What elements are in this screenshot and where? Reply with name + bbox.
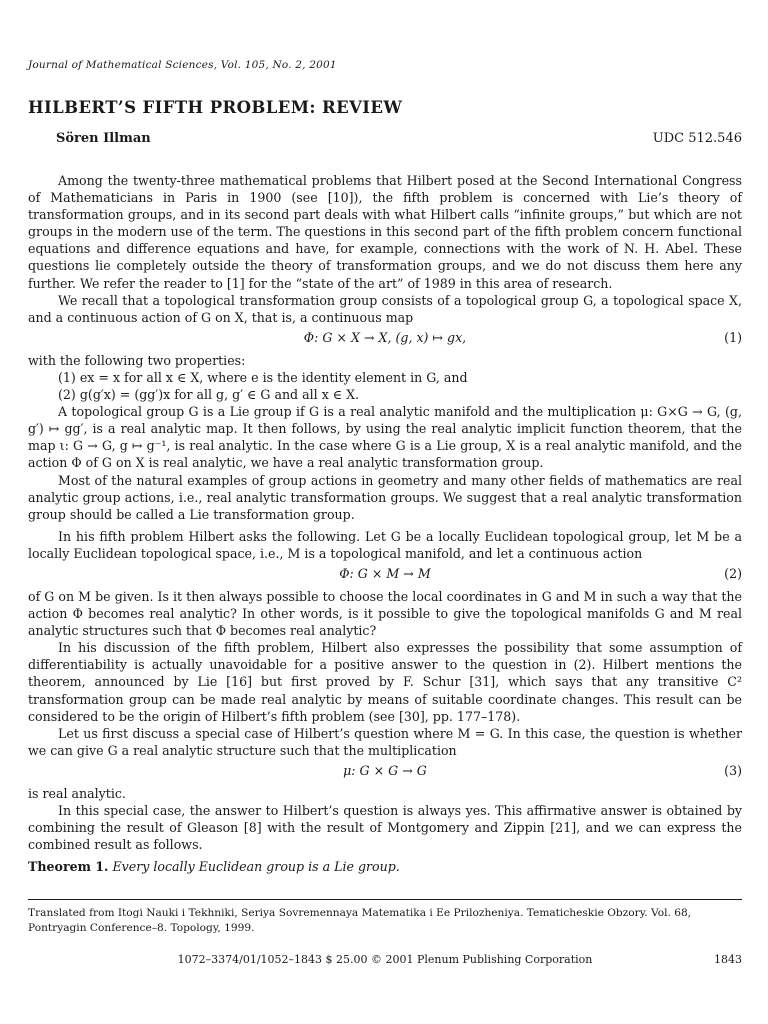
equation-3: [28, 761, 742, 783]
list-item: (2) g(g′x) = (gg′)x for all g, g′ ∈ G and all x ∈ X.: [58, 387, 360, 403]
paper-page: [28, 0, 742, 1024]
paragraph: In this special case, the answer to Hilbert’s question is always yes. This affirmative answer is obtained by combining the result of Gleason [8] with the result of Montgomery and Zippin [21], and we can express the combined result as follows.: [28, 803, 742, 853]
paragraph: is real analytic.: [28, 785, 126, 801]
equation-body: μ: G × G → G: [343, 762, 427, 778]
publisher-line: 1072–3374/01/1052–1843 $ 25.00 © 2001 Plenum Publishing Corporation: [177, 953, 593, 966]
translation-footnote: Translated from Itogi Nauki i Tekhniki, Seriya Sovremennaya Matematika i Ee Prilozheniya. Tematicheskie Obzory. Vol. 68, Pontryagin Conference–8. Topology, 1999.: [28, 907, 692, 934]
equation-body: Φ: G × M → M: [339, 565, 431, 581]
paragraph: Among the twenty-three mathematical problems that Hilbert posed at the Second International Congress of Mathematicians in Paris in 1900 (see [10]), the fifth problem is concerned with Lie’s theory of transformation groups, and in its second part deals with what Hilbert calls “infinite groups,” but which are not groups in the modern use of the term. The questions in this second part of the fifth problem concern functional equations and difference equations and have, for example, connections with the work of N. H. Abel. These questions lie completely outside the theory of transformation groups, and we do not discuss them here any further. We refer the reader to [1] for the “state of the art” of 1989 in this area of research.: [28, 173, 742, 291]
paper-title: HILBERT’S FIFTH PROBLEM: REVIEW: [28, 98, 403, 117]
equation-number: (2): [724, 565, 742, 581]
paragraph: Let us first discuss a special case of Hilbert’s question where M = G. In this case, the question is whether we can give G a real analytic structure such that the multiplication: [28, 725, 742, 758]
article-body: [28, 172, 742, 875]
equation-2: [28, 564, 742, 586]
footnote-rule: [28, 899, 742, 900]
paragraph: We recall that a topological transformation group consists of a topological group G, a topological space X, and a continuous action of G on X, that is, a continuous map: [28, 292, 742, 325]
theorem-1: [28, 858, 742, 875]
paragraph: In his discussion of the fifth problem, Hilbert also expresses the possibility that some assumption of differentiability is actually unavoidable for a positive answer to the question in (2). Hilbert mentions the theorem, announced by Lie [16] but first proved by F. Schur [31], which says that any transitive C² transformation group can be made real analytic by means of suitable coordinate changes. This result can be considered to be the origin of Hilbert’s fifth problem (see [30], pp. 177–178).: [28, 640, 742, 724]
equation-number: (1): [724, 329, 742, 345]
equation-body: Φ: G × X → X, (g, x) ↦ gx,: [303, 329, 467, 345]
journal-header: Journal of Mathematical Sciences, Vol. 105, No. 2, 2001: [28, 59, 337, 71]
paragraph: with the following two properties:: [28, 352, 246, 368]
theorem-label: Theorem 1.: [28, 859, 109, 875]
page-number: 1843: [714, 953, 742, 966]
paragraph: A topological group G is a Lie group if G is a real analytic manifold and the multiplication μ: G×G → G, (g, g′) ↦ gg′, is a real analytic map. It then follows, by using the real analytic implicit function theorem, that the map ι: G → G, g ↦ g⁻¹, is real analytic. In the case where G is a Lie group, X is a real analytic manifold, and the action Φ of G on X is real analytic, we have a real analytic transformation group.: [28, 404, 742, 471]
paragraph: Most of the natural examples of group actions in geometry and many other fields of mathematics are real analytic group actions, i.e., real analytic transformation groups. We suggest that a real analytic transformation group should be called a Lie transformation group.: [28, 472, 742, 522]
list-item: (1) ex = x for all x ∈ X, where e is the identity element in G, and: [58, 369, 468, 385]
paragraph: of G on M be given. Is it then always possible to choose the local coordinates in G and M in such a way that the action Φ becomes real analytic? In other words, is it possible to give the topological manifolds G and M real analytic structures such that Φ becomes real analytic?: [28, 588, 742, 639]
equation-1: [28, 328, 742, 350]
theorem-statement: Every locally Euclidean group is a Lie group.: [112, 859, 400, 875]
author-name: Sören Illman: [56, 131, 151, 146]
udc-code: UDC 512.546: [652, 131, 742, 146]
equation-number: (3): [724, 762, 742, 778]
paragraph: In his fifth problem Hilbert asks the following. Let G be a locally Euclidean topological group, let M be a locally Euclidean topological space, i.e., M is a topological manifold, and let a continuous action: [28, 528, 742, 561]
